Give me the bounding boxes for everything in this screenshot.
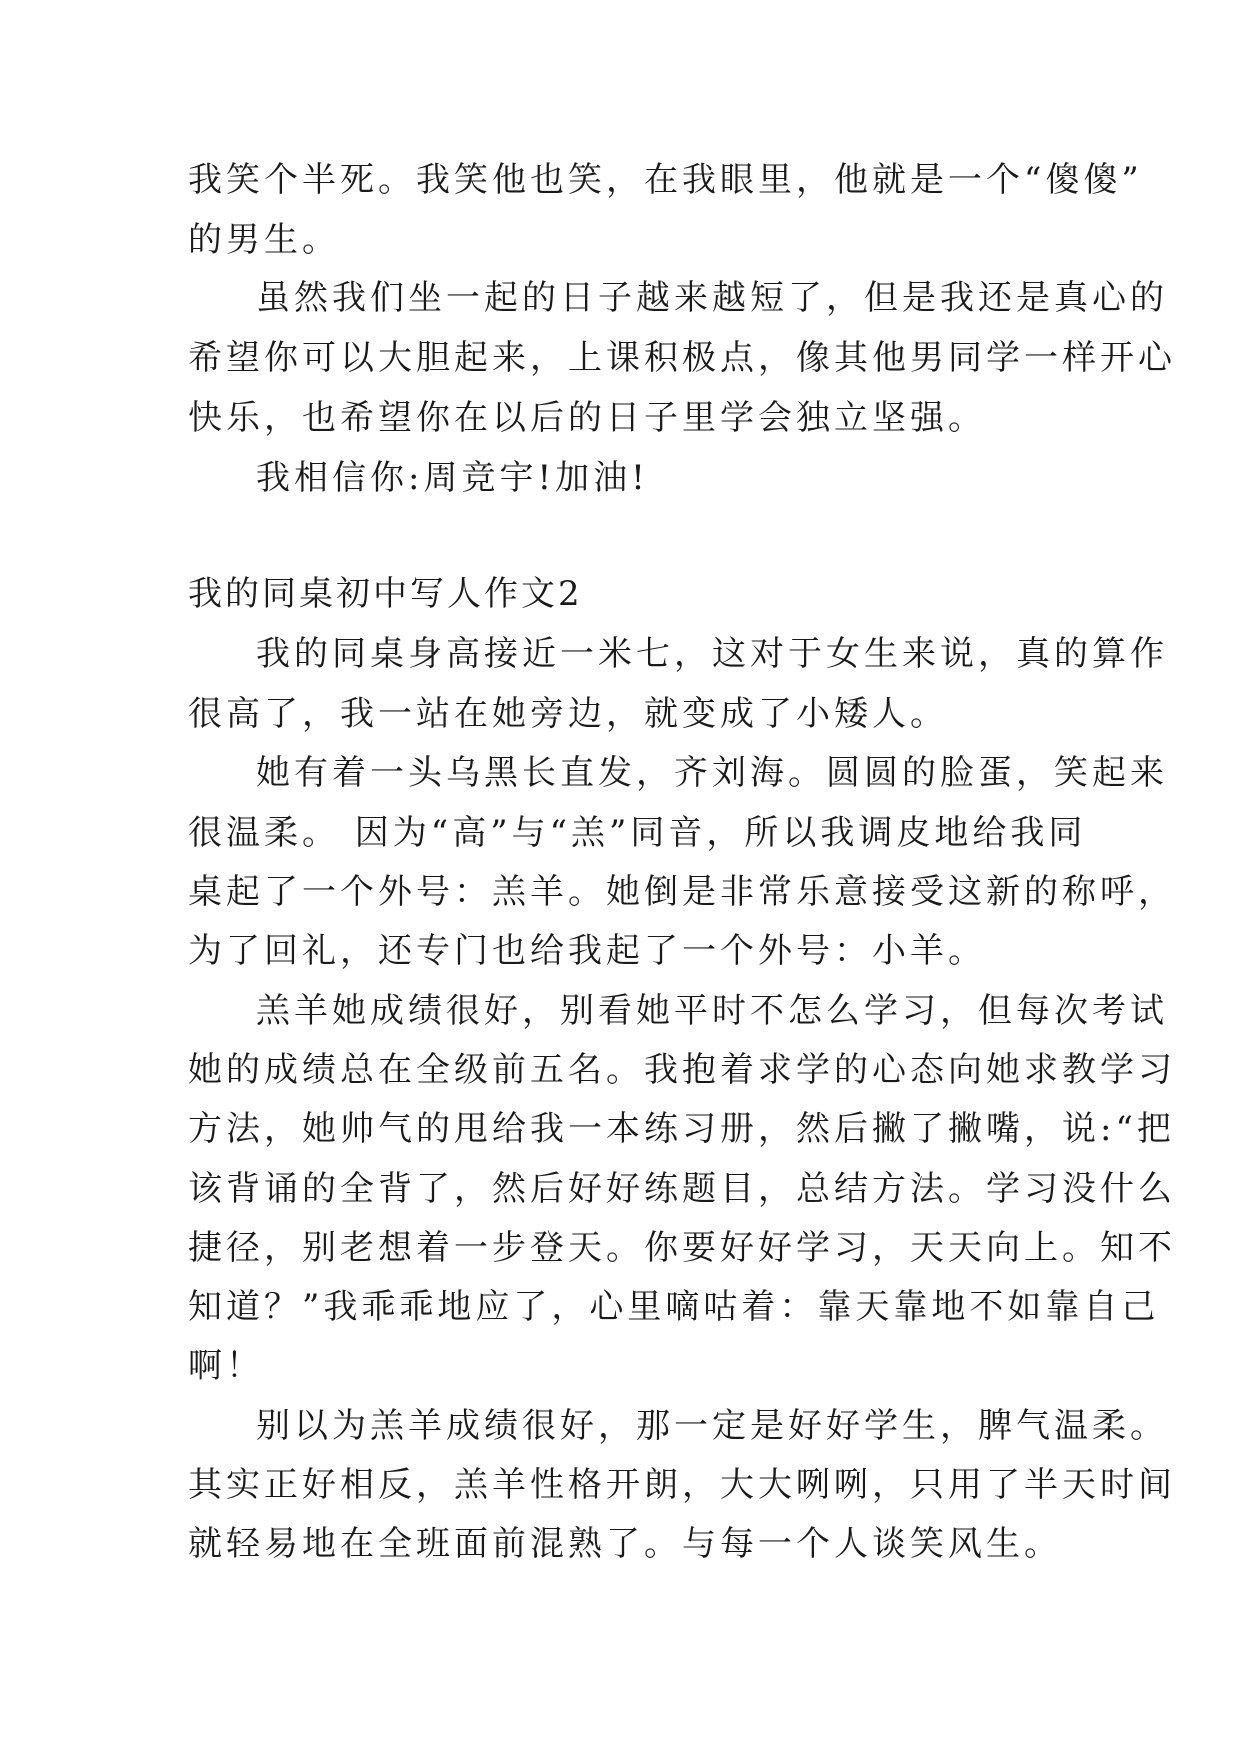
paragraph-line: 我的同桌身高接近一米七，这对于女生来说，真的算作 [256, 634, 1168, 674]
paragraph-line: 方法，她帅气的甩给我一本练习册，然后撇了撇嘴，说:“把 [188, 1109, 1175, 1149]
paragraph-line: 的男生。 [188, 220, 340, 260]
paragraph-line: 希望你可以大胆起来，上课积极点，像其他男同学一样开心 [188, 338, 1176, 378]
paragraph-line: 羔羊她成绩很好，别看她平时不怎么学习，但每次考试 [256, 991, 1168, 1031]
paragraph-line: 很温柔。 因为“高”与“羔”同音，所以我调皮地给我同 [188, 813, 1087, 853]
paragraph-line: 快乐，也希望你在以后的日子里学会独立坚强。 [188, 398, 986, 438]
paragraph-line: 就轻易地在全班面前混熟了。与每一个人谈笑风生。 [188, 1524, 1062, 1564]
paragraph-line: 为了回礼，还专门也给我起了一个外号：小羊。 [188, 931, 986, 971]
paragraph-line: 其实正好相反，羔羊性格开朗，大大咧咧，只用了半天时间 [188, 1465, 1176, 1505]
paragraph-line: 别以为羔羊成绩很好，那一定是好好学生，脾气温柔。 [256, 1406, 1168, 1446]
paragraph-line: 啊！ [188, 1346, 264, 1386]
paragraph-line: 我笑个半死。我笑他也笑，在我眼里，他就是一个“傻傻” [188, 160, 1143, 200]
section-heading: 我的同桌初中写人作文2 [188, 574, 583, 614]
paragraph-line: 我相信你:周竞宇!加油! [256, 458, 649, 498]
paragraph-line: 捷径，别老想着一步登天。你要好好学习，天天向上。知不 [188, 1228, 1176, 1268]
paragraph-line: 她的成绩总在全级前五名。我抱着求学的心态向她求教学习 [188, 1050, 1176, 1090]
paragraph-line: 该背诵的全背了，然后好好练题目，总结方法。学习没什么 [188, 1169, 1176, 1209]
paragraph-line: 很高了，我一站在她旁边，就变成了小矮人。 [188, 694, 948, 734]
paragraph-line: 虽然我们坐一起的日子越来越短了，但是我还是真心的 [256, 278, 1168, 318]
paragraph-line: 她有着一头乌黑长直发，齐刘海。圆圆的脸蛋，笑起来 [256, 753, 1168, 793]
paragraph-line: 知道？”我乖乖地应了，心里嘀咕着：靠天靠地不如靠自己 [188, 1287, 1160, 1327]
paragraph-line: 桌起了一个外号：羔羊。她倒是非常乐意接受这新的称呼， [188, 872, 1176, 912]
